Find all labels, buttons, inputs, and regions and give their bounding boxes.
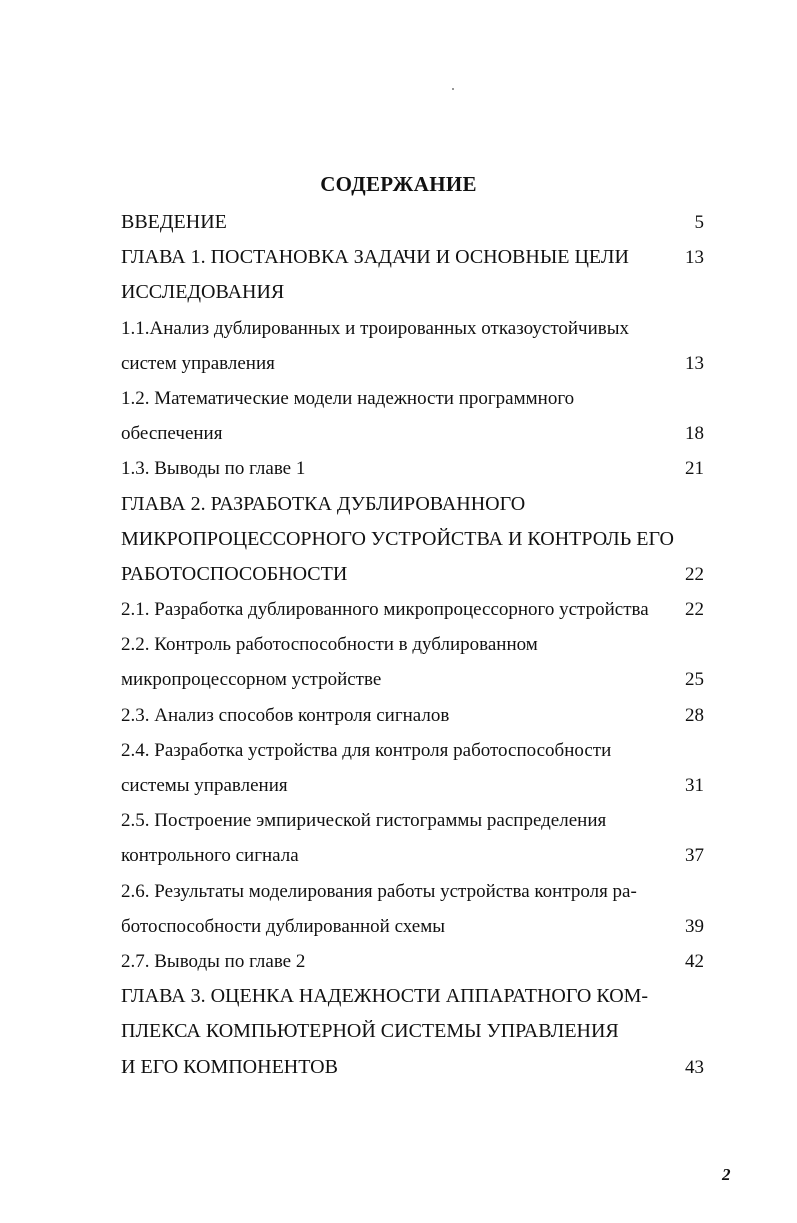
toc-entry [121,592,706,627]
toc-entry-page: 31 [685,775,704,796]
toc-entry-text: системы управления [121,775,288,796]
toc-entry-page: 28 [685,704,704,726]
scan-speck [452,88,454,90]
page-number: 2 [722,1165,731,1184]
toc-entry-page: 22 [685,599,704,621]
toc-entry-text: систем управления [121,352,275,374]
toc-entry [121,381,706,416]
toc-entry [121,733,706,768]
toc-entry-page: 18 [685,423,704,445]
toc-entry [121,416,706,451]
toc-entry-page: 43 [685,1056,704,1078]
toc-entry-page: 22 [685,563,704,585]
toc-entry-page: 37 [685,845,704,867]
toc-entry [121,662,706,697]
toc-entry-text: контрольного сигнала [121,845,299,867]
toc-entry [121,838,706,873]
toc-entry-page: 5 [694,212,704,233]
toc-entry-page: 39 [685,915,704,937]
toc-entry-text: 2.3. Анализ способов контроля сигналов [121,704,450,726]
toc-entry-text: РАБОТОСПОСОБНОСТИ [121,562,348,585]
toc-entry [121,451,706,486]
toc-entry-text: 1.1.Анализ дублированных и троированных отказоустойчивых [121,317,629,339]
toc-entry-text: 2.4. Разработка устройства для контроля работоспособности [121,739,612,761]
toc-entry-text: ГЛАВА 1. ПОСТАНОВКА ЗАДАЧИ И ОСНОВНЫЕ ЦЕЛИ [121,246,629,269]
toc-entry-text: ВВЕДЕНИЕ [121,211,227,233]
toc-entry-text: МИКРОПРОЦЕССОРНОГО УСТРОЙСТВА И КОНТРОЛЬ ЕГО [121,527,674,550]
toc-entry-text: 1.2. Математические модели надежности программного [121,387,575,409]
toc-entry-text: 2.2. Контроль работоспособности в дублированном [121,634,538,656]
toc-entry [121,979,706,1014]
toc-entry-page: 13 [685,247,704,269]
toc-entry [121,874,706,909]
toc-entry [121,627,706,662]
toc-entry [121,768,706,803]
toc-entry [121,1050,706,1085]
toc-entry [121,557,706,592]
toc-entry [121,803,706,838]
table-of-contents [121,205,706,1085]
toc-entry-text: И ЕГО КОМПОНЕНТОВ [121,1055,338,1078]
toc-entry-text: 2.1. Разработка дублированного микропроцессорного устройства [121,599,649,621]
toc-entry-text: 2.7. Выводы по главе 2 [121,950,306,972]
toc-entry [121,698,706,733]
toc-entry [121,346,706,381]
toc-entry-page: 42 [685,950,704,972]
toc-entry [121,205,706,240]
toc-entry [121,275,706,310]
toc-entry [121,522,706,557]
toc-entry-text: ГЛАВА 3. ОЦЕНКА НАДЕЖНОСТИ АППАРАТНОГО КОМ- [121,985,649,1008]
toc-entry-text: ПЛЕКСА КОМПЬЮТЕРНОЙ СИСТЕМЫ УПРАВЛЕНИЯ [121,1020,619,1043]
toc-entry-text: ботоспособности дублированной схемы [121,915,446,937]
toc-entry [121,909,706,944]
toc-entry [121,944,706,979]
toc-entry-text: 1.3. Выводы по главе 1 [121,458,306,480]
toc-entry [121,1014,706,1049]
toc-entry [121,311,706,346]
toc-title: СОДЕРЖАНИЕ [320,172,477,196]
toc-entry-page: 13 [685,352,704,374]
toc-entry-page: 21 [685,458,704,480]
toc-entry [121,487,706,522]
toc-entry-text: 2.5. Построение эмпирической гистограммы распределения [121,810,607,832]
toc-entry-page: 25 [685,669,704,691]
toc-entry-text: обеспечения [121,423,223,445]
toc-entry-text: 2.6. Результаты моделирования работы устройства контроля ра- [121,880,637,902]
toc-entry-text: ГЛАВА 2. РАЗРАБОТКА ДУБЛИРОВАННОГО [121,492,526,515]
toc-entry-text: микропроцессорном устройстве [121,669,382,691]
toc-entry-text: ИССЛЕДОВАНИЯ [121,281,285,304]
toc-entry [121,240,706,275]
